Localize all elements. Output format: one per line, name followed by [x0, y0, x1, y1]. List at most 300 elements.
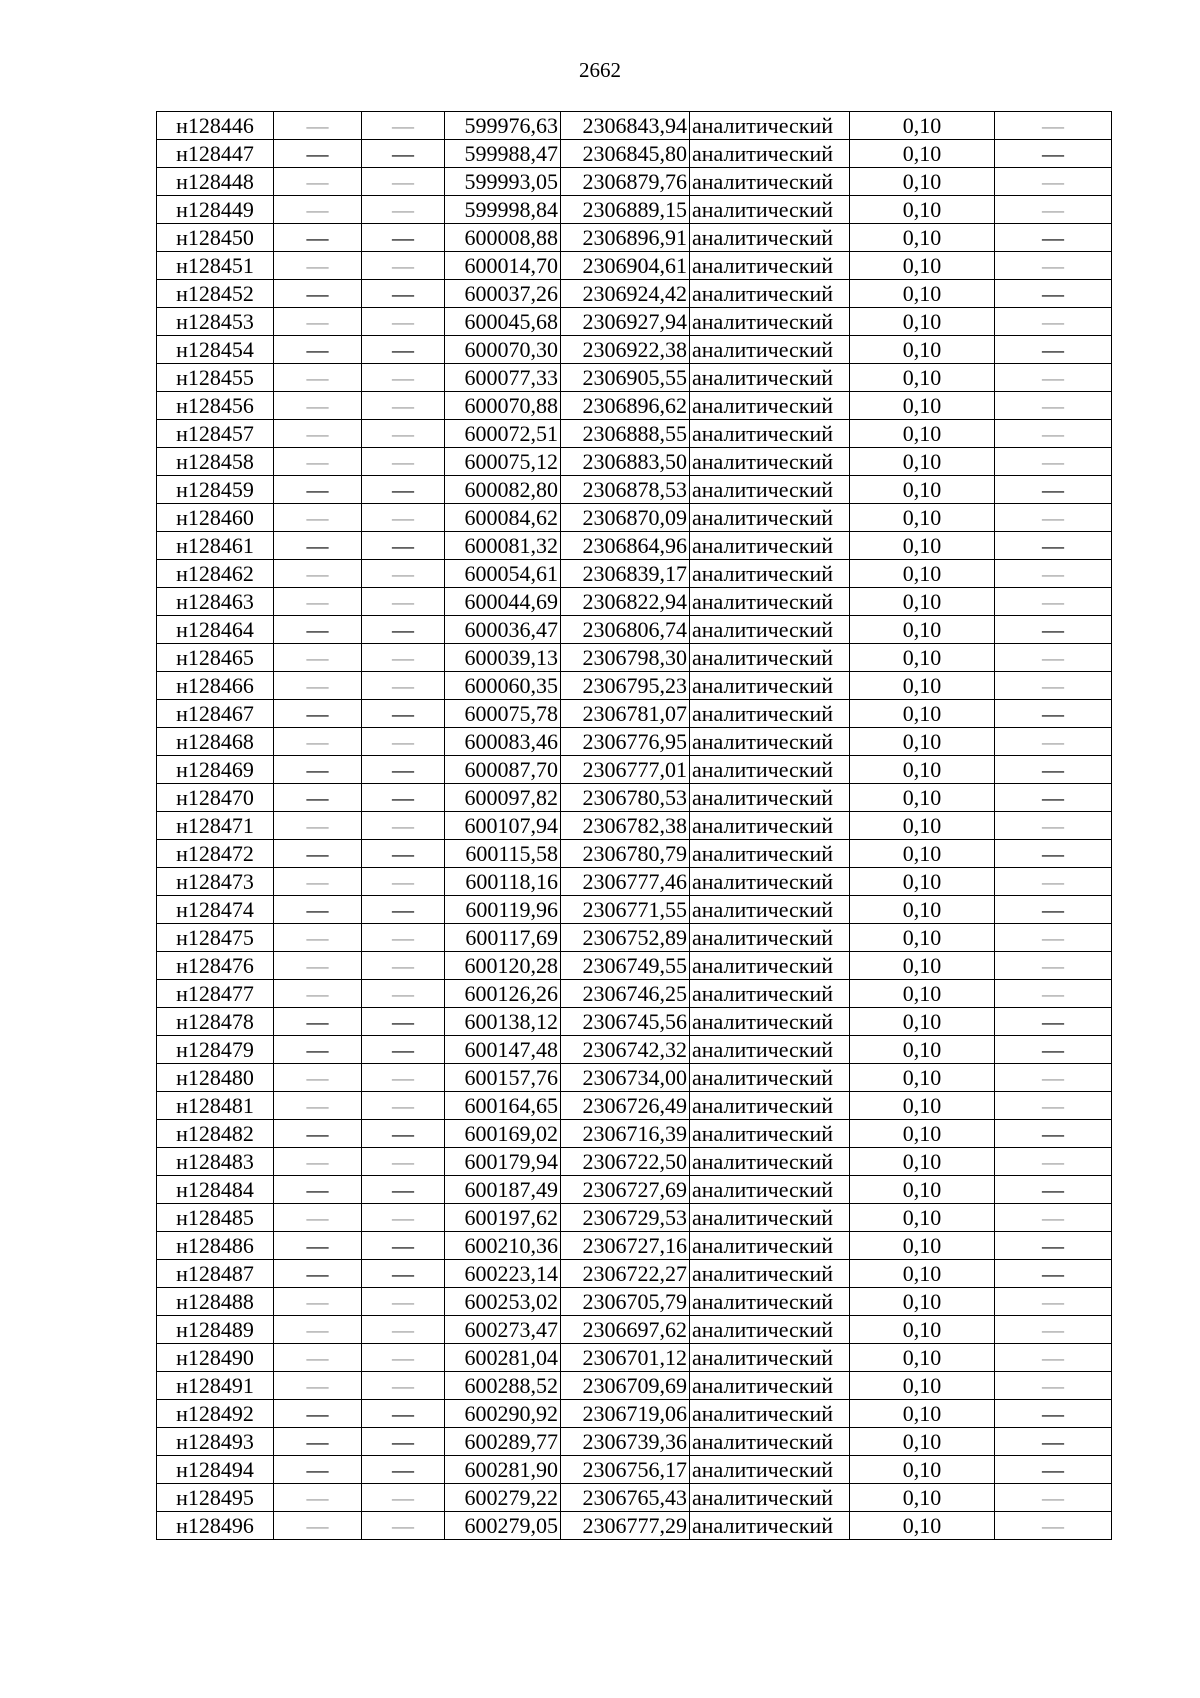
dash-cell: — — [995, 112, 1112, 140]
dash-cell: — — [995, 644, 1112, 672]
x-coordinate-cell: 600187,49 — [445, 1176, 561, 1204]
accuracy-cell: 0,10 — [850, 280, 995, 308]
y-coordinate-cell: 2306716,39 — [561, 1120, 690, 1148]
table-row — [157, 1036, 1112, 1064]
accuracy-cell: 0,10 — [850, 840, 995, 868]
method-cell: аналитический — [690, 420, 850, 448]
table-row — [157, 1092, 1112, 1120]
x-coordinate-cell: 600281,04 — [445, 1344, 561, 1372]
y-coordinate-cell: 2306889,15 — [561, 196, 690, 224]
y-coordinate-cell: 2306843,94 — [561, 112, 690, 140]
point-name-cell: н128449 — [157, 196, 274, 224]
y-coordinate-cell: 2306776,95 — [561, 728, 690, 756]
x-coordinate-cell: 600039,13 — [445, 644, 561, 672]
x-coordinate-cell: 600273,47 — [445, 1316, 561, 1344]
point-name-cell: н128458 — [157, 448, 274, 476]
dash-cell: — — [274, 196, 362, 224]
x-coordinate-cell: 600107,94 — [445, 812, 561, 840]
dash-cell: — — [995, 1148, 1112, 1176]
accuracy-cell: 0,10 — [850, 1260, 995, 1288]
dash-cell: — — [995, 1064, 1112, 1092]
y-coordinate-cell: 2306749,55 — [561, 952, 690, 980]
table-row — [157, 420, 1112, 448]
accuracy-cell: 0,10 — [850, 1484, 995, 1512]
table-row — [157, 448, 1112, 476]
y-coordinate-cell: 2306722,50 — [561, 1148, 690, 1176]
point-name-cell: н128495 — [157, 1484, 274, 1512]
accuracy-cell: 0,10 — [850, 448, 995, 476]
dash-cell: — — [362, 952, 445, 980]
accuracy-cell: 0,10 — [850, 644, 995, 672]
y-coordinate-cell: 2306777,01 — [561, 756, 690, 784]
method-cell: аналитический — [690, 1400, 850, 1428]
dash-cell: — — [995, 392, 1112, 420]
y-coordinate-cell: 2306798,30 — [561, 644, 690, 672]
method-cell: аналитический — [690, 644, 850, 672]
method-cell: аналитический — [690, 532, 850, 560]
table-row — [157, 812, 1112, 840]
method-cell: аналитический — [690, 1232, 850, 1260]
dash-cell: — — [274, 280, 362, 308]
x-coordinate-cell: 600070,30 — [445, 336, 561, 364]
dash-cell: — — [362, 308, 445, 336]
table-row — [157, 1148, 1112, 1176]
table-row — [157, 868, 1112, 896]
x-coordinate-cell: 600157,76 — [445, 1064, 561, 1092]
x-coordinate-cell: 600115,58 — [445, 840, 561, 868]
dash-cell: — — [274, 1232, 362, 1260]
table-row — [157, 1064, 1112, 1092]
y-coordinate-cell: 2306734,00 — [561, 1064, 690, 1092]
dash-cell: — — [995, 672, 1112, 700]
dash-cell: — — [995, 588, 1112, 616]
dash-cell: — — [274, 1372, 362, 1400]
x-coordinate-cell: 600045,68 — [445, 308, 561, 336]
x-coordinate-cell: 600008,88 — [445, 224, 561, 252]
method-cell: аналитический — [690, 1092, 850, 1120]
method-cell: аналитический — [690, 1344, 850, 1372]
table-row — [157, 1484, 1112, 1512]
dash-cell: — — [274, 588, 362, 616]
method-cell: аналитический — [690, 924, 850, 952]
accuracy-cell: 0,10 — [850, 532, 995, 560]
dash-cell: — — [274, 728, 362, 756]
y-coordinate-cell: 2306777,29 — [561, 1512, 690, 1540]
y-coordinate-cell: 2306780,79 — [561, 840, 690, 868]
table-row — [157, 896, 1112, 924]
accuracy-cell: 0,10 — [850, 1372, 995, 1400]
page-number: 2662 — [579, 58, 621, 82]
table-row — [157, 1204, 1112, 1232]
accuracy-cell: 0,10 — [850, 196, 995, 224]
dash-cell: — — [362, 728, 445, 756]
point-name-cell: н128459 — [157, 476, 274, 504]
dash-cell: — — [274, 812, 362, 840]
table-row — [157, 196, 1112, 224]
dash-cell: — — [362, 168, 445, 196]
dash-cell: — — [274, 140, 362, 168]
accuracy-cell: 0,10 — [850, 1176, 995, 1204]
dash-cell: — — [362, 1316, 445, 1344]
x-coordinate-cell: 600070,88 — [445, 392, 561, 420]
dash-cell: — — [274, 896, 362, 924]
method-cell: аналитический — [690, 1148, 850, 1176]
dash-cell: — — [995, 1092, 1112, 1120]
dash-cell: — — [362, 1148, 445, 1176]
accuracy-cell: 0,10 — [850, 1344, 995, 1372]
method-cell: аналитический — [690, 1288, 850, 1316]
dash-cell: — — [995, 168, 1112, 196]
dash-cell: — — [995, 868, 1112, 896]
x-coordinate-cell: 600077,33 — [445, 364, 561, 392]
method-cell: аналитический — [690, 1176, 850, 1204]
dash-cell: — — [274, 1428, 362, 1456]
point-name-cell: н128448 — [157, 168, 274, 196]
dash-cell: — — [362, 840, 445, 868]
dash-cell: — — [274, 168, 362, 196]
method-cell: аналитический — [690, 1512, 850, 1540]
dash-cell: — — [995, 1204, 1112, 1232]
accuracy-cell: 0,10 — [850, 924, 995, 952]
dash-cell: — — [362, 1512, 445, 1540]
method-cell: аналитический — [690, 588, 850, 616]
dash-cell: — — [995, 1512, 1112, 1540]
dash-cell: — — [362, 1120, 445, 1148]
dash-cell: — — [995, 336, 1112, 364]
table-row — [157, 560, 1112, 588]
point-name-cell: н128461 — [157, 532, 274, 560]
x-coordinate-cell: 600197,62 — [445, 1204, 561, 1232]
table-row — [157, 1176, 1112, 1204]
dash-cell: — — [362, 280, 445, 308]
x-coordinate-cell: 600279,05 — [445, 1512, 561, 1540]
dash-cell: — — [362, 420, 445, 448]
point-name-cell: н128486 — [157, 1232, 274, 1260]
y-coordinate-cell: 2306904,61 — [561, 252, 690, 280]
dash-cell: — — [362, 1400, 445, 1428]
dash-cell: — — [362, 476, 445, 504]
method-cell: аналитический — [690, 1120, 850, 1148]
accuracy-cell: 0,10 — [850, 336, 995, 364]
x-coordinate-cell: 600075,12 — [445, 448, 561, 476]
dash-cell: — — [274, 756, 362, 784]
dash-cell: — — [995, 1288, 1112, 1316]
dash-cell: — — [274, 840, 362, 868]
table-row — [157, 392, 1112, 420]
y-coordinate-cell: 2306727,16 — [561, 1232, 690, 1260]
y-coordinate-cell: 2306878,53 — [561, 476, 690, 504]
y-coordinate-cell: 2306924,42 — [561, 280, 690, 308]
dash-cell: — — [274, 672, 362, 700]
point-name-cell: н128490 — [157, 1344, 274, 1372]
table-row — [157, 616, 1112, 644]
y-coordinate-cell: 2306883,50 — [561, 448, 690, 476]
point-name-cell: н128477 — [157, 980, 274, 1008]
dash-cell: — — [274, 532, 362, 560]
dash-cell: — — [995, 364, 1112, 392]
accuracy-cell: 0,10 — [850, 1512, 995, 1540]
point-name-cell: н128480 — [157, 1064, 274, 1092]
y-coordinate-cell: 2306777,46 — [561, 868, 690, 896]
table-row — [157, 756, 1112, 784]
dash-cell: — — [995, 1260, 1112, 1288]
y-coordinate-cell: 2306845,80 — [561, 140, 690, 168]
dash-cell: — — [274, 952, 362, 980]
x-coordinate-cell: 600147,48 — [445, 1036, 561, 1064]
point-name-cell: н128473 — [157, 868, 274, 896]
x-coordinate-cell: 600164,65 — [445, 1092, 561, 1120]
table-row — [157, 588, 1112, 616]
dash-cell: — — [274, 1512, 362, 1540]
method-cell: аналитический — [690, 392, 850, 420]
method-cell: аналитический — [690, 168, 850, 196]
dash-cell: — — [995, 1372, 1112, 1400]
table-row — [157, 224, 1112, 252]
point-name-cell: н128457 — [157, 420, 274, 448]
table-row — [157, 952, 1112, 980]
dash-cell: — — [995, 616, 1112, 644]
dash-cell: — — [362, 1092, 445, 1120]
table-row — [157, 644, 1112, 672]
point-name-cell: н128453 — [157, 308, 274, 336]
method-cell: аналитический — [690, 1064, 850, 1092]
accuracy-cell: 0,10 — [850, 140, 995, 168]
y-coordinate-cell: 2306905,55 — [561, 364, 690, 392]
dash-cell: — — [995, 140, 1112, 168]
dash-cell: — — [274, 448, 362, 476]
x-coordinate-cell: 599993,05 — [445, 168, 561, 196]
accuracy-cell: 0,10 — [850, 980, 995, 1008]
dash-cell: — — [274, 1092, 362, 1120]
method-cell: аналитический — [690, 1316, 850, 1344]
dash-cell: — — [274, 1456, 362, 1484]
accuracy-cell: 0,10 — [850, 364, 995, 392]
dash-cell: — — [362, 336, 445, 364]
dash-cell: — — [995, 1008, 1112, 1036]
dash-cell: — — [274, 364, 362, 392]
table-row — [157, 700, 1112, 728]
dash-cell: — — [362, 616, 445, 644]
accuracy-cell: 0,10 — [850, 308, 995, 336]
method-cell: аналитический — [690, 896, 850, 924]
dash-cell: — — [274, 868, 362, 896]
x-coordinate-cell: 600087,70 — [445, 756, 561, 784]
point-name-cell: н128465 — [157, 644, 274, 672]
dash-cell: — — [362, 196, 445, 224]
dash-cell: — — [362, 1372, 445, 1400]
table-row — [157, 1232, 1112, 1260]
dash-cell: — — [995, 1428, 1112, 1456]
x-coordinate-cell: 600117,69 — [445, 924, 561, 952]
accuracy-cell: 0,10 — [850, 1092, 995, 1120]
y-coordinate-cell: 2306927,94 — [561, 308, 690, 336]
dash-cell: — — [274, 1036, 362, 1064]
dash-cell: — — [274, 224, 362, 252]
y-coordinate-cell: 2306697,62 — [561, 1316, 690, 1344]
dash-cell: — — [274, 644, 362, 672]
point-name-cell: н128483 — [157, 1148, 274, 1176]
method-cell: аналитический — [690, 1456, 850, 1484]
point-name-cell: н128470 — [157, 784, 274, 812]
table-row — [157, 1344, 1112, 1372]
x-coordinate-cell: 600037,26 — [445, 280, 561, 308]
point-name-cell: н128471 — [157, 812, 274, 840]
point-name-cell: н128478 — [157, 1008, 274, 1036]
dash-cell: — — [274, 1260, 362, 1288]
table-row — [157, 168, 1112, 196]
y-coordinate-cell: 2306879,76 — [561, 168, 690, 196]
method-cell: аналитический — [690, 616, 850, 644]
accuracy-cell: 0,10 — [850, 784, 995, 812]
method-cell: аналитический — [690, 112, 850, 140]
method-cell: аналитический — [690, 252, 850, 280]
y-coordinate-cell: 2306822,94 — [561, 588, 690, 616]
accuracy-cell: 0,10 — [850, 1036, 995, 1064]
accuracy-cell: 0,10 — [850, 700, 995, 728]
dash-cell: — — [362, 812, 445, 840]
accuracy-cell: 0,10 — [850, 1428, 995, 1456]
dash-cell: — — [995, 196, 1112, 224]
table-row — [157, 280, 1112, 308]
table-row — [157, 532, 1112, 560]
y-coordinate-cell: 2306752,89 — [561, 924, 690, 952]
dash-cell: — — [362, 224, 445, 252]
x-coordinate-cell: 600290,92 — [445, 1400, 561, 1428]
table-row — [157, 336, 1112, 364]
y-coordinate-cell: 2306722,27 — [561, 1260, 690, 1288]
accuracy-cell: 0,10 — [850, 560, 995, 588]
dash-cell: — — [274, 980, 362, 1008]
dash-cell: — — [995, 504, 1112, 532]
dash-cell: — — [995, 924, 1112, 952]
dash-cell: — — [274, 1176, 362, 1204]
x-coordinate-cell: 600036,47 — [445, 616, 561, 644]
point-name-cell: н128488 — [157, 1288, 274, 1316]
dash-cell: — — [362, 364, 445, 392]
point-name-cell: н128464 — [157, 616, 274, 644]
x-coordinate-cell: 600289,77 — [445, 1428, 561, 1456]
dash-cell: — — [995, 420, 1112, 448]
point-name-cell: н128494 — [157, 1456, 274, 1484]
dash-cell: — — [362, 1064, 445, 1092]
accuracy-cell: 0,10 — [850, 896, 995, 924]
dash-cell: — — [362, 588, 445, 616]
y-coordinate-cell: 2306780,53 — [561, 784, 690, 812]
dash-cell: — — [995, 1484, 1112, 1512]
x-coordinate-cell: 600179,94 — [445, 1148, 561, 1176]
x-coordinate-cell: 600054,61 — [445, 560, 561, 588]
accuracy-cell: 0,10 — [850, 420, 995, 448]
x-coordinate-cell: 600169,02 — [445, 1120, 561, 1148]
point-name-cell: н128479 — [157, 1036, 274, 1064]
dash-cell: — — [274, 1204, 362, 1232]
method-cell: аналитический — [690, 280, 850, 308]
dash-cell: — — [362, 644, 445, 672]
accuracy-cell: 0,10 — [850, 1288, 995, 1316]
dash-cell: — — [274, 252, 362, 280]
point-name-cell: н128450 — [157, 224, 274, 252]
accuracy-cell: 0,10 — [850, 1064, 995, 1092]
x-coordinate-cell: 600253,02 — [445, 1288, 561, 1316]
point-name-cell: н128474 — [157, 896, 274, 924]
x-coordinate-cell: 600082,80 — [445, 476, 561, 504]
table-row — [157, 1288, 1112, 1316]
y-coordinate-cell: 2306701,12 — [561, 1344, 690, 1372]
accuracy-cell: 0,10 — [850, 392, 995, 420]
point-name-cell: н128487 — [157, 1260, 274, 1288]
method-cell: аналитический — [690, 476, 850, 504]
point-name-cell: н128467 — [157, 700, 274, 728]
y-coordinate-cell: 2306709,69 — [561, 1372, 690, 1400]
accuracy-cell: 0,10 — [850, 728, 995, 756]
dash-cell: — — [274, 784, 362, 812]
method-cell: аналитический — [690, 700, 850, 728]
table-row — [157, 1316, 1112, 1344]
method-cell: аналитический — [690, 952, 850, 980]
method-cell: аналитический — [690, 364, 850, 392]
x-coordinate-cell: 600083,46 — [445, 728, 561, 756]
dash-cell: — — [362, 1008, 445, 1036]
table-row — [157, 1008, 1112, 1036]
method-cell: аналитический — [690, 672, 850, 700]
dash-cell: — — [995, 560, 1112, 588]
table-row — [157, 672, 1112, 700]
accuracy-cell: 0,10 — [850, 224, 995, 252]
method-cell: аналитический — [690, 196, 850, 224]
dash-cell: — — [995, 812, 1112, 840]
dash-cell: — — [995, 252, 1112, 280]
method-cell: аналитический — [690, 1036, 850, 1064]
dash-cell: — — [995, 1232, 1112, 1260]
dash-cell: — — [362, 924, 445, 952]
table-row — [157, 308, 1112, 336]
dash-cell: — — [362, 1232, 445, 1260]
table-row — [157, 252, 1112, 280]
method-cell: аналитический — [690, 1484, 850, 1512]
x-coordinate-cell: 600097,82 — [445, 784, 561, 812]
point-name-cell: н128454 — [157, 336, 274, 364]
point-name-cell: н128496 — [157, 1512, 274, 1540]
point-name-cell: н128485 — [157, 1204, 274, 1232]
accuracy-cell: 0,10 — [850, 672, 995, 700]
dash-cell: — — [995, 896, 1112, 924]
table-row — [157, 1120, 1112, 1148]
dash-cell: — — [274, 1008, 362, 1036]
dash-cell: — — [362, 1288, 445, 1316]
y-coordinate-cell: 2306839,17 — [561, 560, 690, 588]
point-name-cell: н128468 — [157, 728, 274, 756]
method-cell: аналитический — [690, 1428, 850, 1456]
dash-cell: — — [274, 1316, 362, 1344]
dash-cell: — — [274, 1344, 362, 1372]
dash-cell: — — [995, 1176, 1112, 1204]
dash-cell: — — [362, 980, 445, 1008]
y-coordinate-cell: 2306896,91 — [561, 224, 690, 252]
table-row — [157, 1428, 1112, 1456]
table-row — [157, 1456, 1112, 1484]
dash-cell: — — [995, 952, 1112, 980]
dash-cell: — — [362, 1456, 445, 1484]
method-cell: аналитический — [690, 1008, 850, 1036]
dash-cell: — — [274, 616, 362, 644]
y-coordinate-cell: 2306771,55 — [561, 896, 690, 924]
dash-cell: — — [362, 700, 445, 728]
dash-cell: — — [995, 1456, 1112, 1484]
accuracy-cell: 0,10 — [850, 952, 995, 980]
dash-cell: — — [274, 476, 362, 504]
y-coordinate-cell: 2306705,79 — [561, 1288, 690, 1316]
y-coordinate-cell: 2306727,69 — [561, 1176, 690, 1204]
